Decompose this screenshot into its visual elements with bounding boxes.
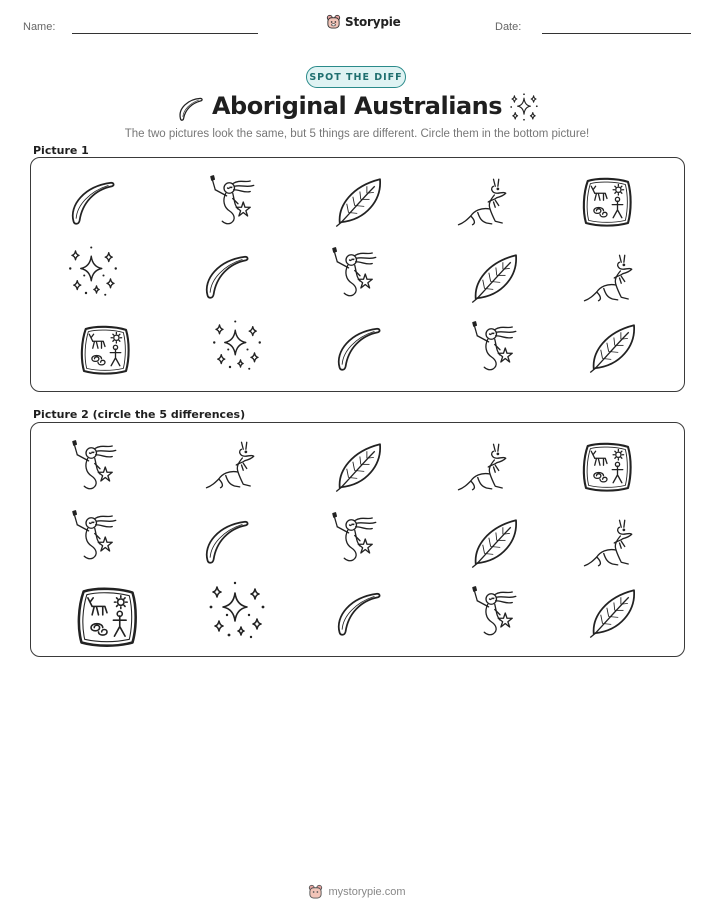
picture-1-label: Picture 1: [33, 144, 89, 157]
brand: [326, 14, 401, 29]
boomerang-icon[interactable]: [329, 320, 385, 376]
name-label: Name:: [23, 21, 56, 33]
name-line[interactable]: [72, 33, 258, 34]
kangaroo-icon[interactable]: [581, 515, 637, 571]
rock-art-icon[interactable]: [579, 439, 635, 495]
spirit-figure-icon[interactable]: [325, 246, 381, 302]
leaf-icon[interactable]: [585, 320, 641, 376]
spirit-figure-icon[interactable]: [203, 174, 259, 230]
storypie-logo-icon: [308, 884, 323, 899]
spirit-figure-icon[interactable]: [465, 585, 521, 641]
kangaroo-icon[interactable]: [455, 174, 511, 230]
date-label: Date:: [495, 21, 522, 33]
boomerang-icon[interactable]: [63, 174, 119, 230]
spirit-figure-icon[interactable]: [465, 320, 521, 376]
kangaroo-icon[interactable]: [203, 437, 259, 493]
leaf-icon[interactable]: [585, 585, 641, 641]
boomerang-icon[interactable]: [329, 585, 385, 641]
picture-1-panel: [30, 157, 685, 392]
rock-art-icon[interactable]: [77, 322, 133, 378]
leaf-icon[interactable]: [331, 174, 387, 230]
stars-icon[interactable]: [65, 244, 121, 300]
leaf-icon[interactable]: [331, 439, 387, 495]
picture-2-label: Picture 2 (circle the 5 differences): [33, 408, 246, 421]
instructions: The two pictures look the same, but 5 things are different. Circle them in the bottom picture!: [124, 128, 590, 140]
leaf-icon[interactable]: [467, 515, 523, 571]
rock-art-icon[interactable]: [73, 583, 141, 651]
rock-art-icon[interactable]: [579, 174, 635, 230]
footer-url[interactable]: mystorypie.com: [328, 885, 406, 898]
kangaroo-icon[interactable]: [455, 439, 511, 495]
spirit-figure-icon[interactable]: [65, 509, 121, 565]
picture-2-panel: [30, 422, 685, 657]
brand-name: Storypie: [345, 14, 401, 29]
stars-icon[interactable]: [205, 579, 269, 643]
footer: [0, 884, 714, 899]
page-title: Aboriginal Australians: [211, 92, 503, 120]
boomerang-icon[interactable]: [197, 513, 253, 569]
storypie-logo-icon: [326, 14, 341, 29]
title-stars-icon: [508, 91, 540, 123]
spirit-figure-icon[interactable]: [65, 439, 121, 495]
leaf-icon[interactable]: [467, 250, 523, 306]
boomerang-icon[interactable]: [197, 248, 253, 304]
date-line[interactable]: [542, 33, 691, 34]
kangaroo-icon[interactable]: [581, 250, 637, 306]
stars-icon[interactable]: [209, 318, 265, 374]
spot-the-diff-badge: SPOT THE DIFF: [306, 66, 406, 88]
spirit-figure-icon[interactable]: [325, 511, 381, 567]
